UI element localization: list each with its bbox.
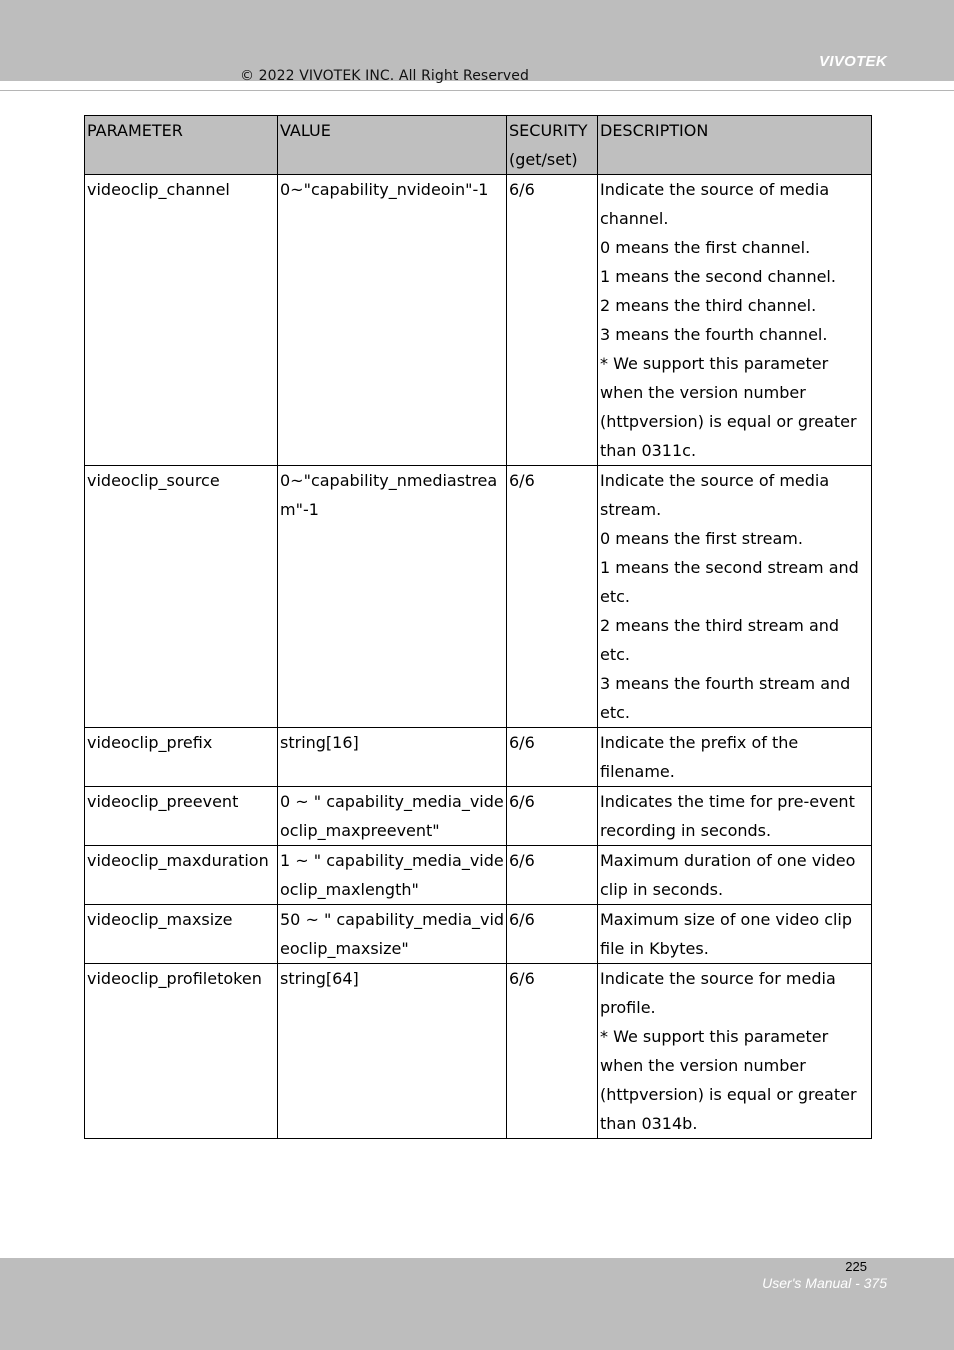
security-cell: 6/6 bbox=[507, 964, 598, 1139]
column-header-value: VALUE bbox=[278, 116, 507, 175]
description-line: 1 means the second channel. bbox=[600, 267, 836, 286]
column-header-description: DESCRIPTION bbox=[598, 116, 872, 175]
value-cell: string[16] bbox=[278, 728, 507, 787]
description-line: 0 means the first channel. bbox=[600, 238, 811, 257]
table-row bbox=[85, 964, 872, 1139]
security-cell: 6/6 bbox=[507, 846, 598, 905]
parameter-cell: videoclip_channel bbox=[85, 175, 278, 466]
description-cell bbox=[598, 175, 872, 466]
value-cell: string[64] bbox=[278, 964, 507, 1139]
description-line: Indicate the source of media stream. bbox=[600, 471, 830, 519]
description-cell bbox=[598, 466, 872, 728]
parameter-cell: videoclip_maxduration bbox=[85, 846, 278, 905]
header-divider bbox=[0, 90, 954, 91]
description-line: Indicate the prefix of the filename. bbox=[600, 733, 799, 781]
description-cell bbox=[598, 787, 872, 846]
description-line: 0 means the first stream. bbox=[600, 529, 803, 548]
value-cell: 0~"capability_nvideoin"-1 bbox=[278, 175, 507, 466]
description-line: 1 means the second stream and etc. bbox=[600, 558, 859, 606]
table-row bbox=[85, 728, 872, 787]
description-line: Indicate the source of media channel. bbox=[600, 180, 830, 228]
parameter-cell: videoclip_maxsize bbox=[85, 905, 278, 964]
description-line: * We support this parameter when the version number (httpversion) is equal or greater than 0311c. bbox=[600, 354, 857, 460]
security-cell: 6/6 bbox=[507, 728, 598, 787]
table-row bbox=[85, 175, 872, 466]
value-cell: 0~"capability_nmediastream"-1 bbox=[278, 466, 507, 728]
description-cell bbox=[598, 846, 872, 905]
parameter-cell: videoclip_source bbox=[85, 466, 278, 728]
value-cell: 1 ~ " capability_media_videoclip_maxlength" bbox=[278, 846, 507, 905]
table-row bbox=[85, 846, 872, 905]
brand-logo-text: VIVOTEK bbox=[819, 53, 887, 70]
table-row bbox=[85, 787, 872, 846]
parameter-cell: videoclip_prefix bbox=[85, 728, 278, 787]
security-cell: 6/6 bbox=[507, 787, 598, 846]
security-cell: 6/6 bbox=[507, 905, 598, 964]
manual-page-label: User's Manual - 375 bbox=[762, 1275, 887, 1291]
description-cell bbox=[598, 905, 872, 964]
description-line: 2 means the third stream and etc. bbox=[600, 616, 840, 664]
description-line: 2 means the third channel. bbox=[600, 296, 817, 315]
table-body bbox=[85, 175, 872, 1139]
description-line: Maximum size of one video clip file in Kbytes. bbox=[600, 910, 853, 958]
description-line: Indicates the time for pre-event recording in seconds. bbox=[600, 792, 855, 840]
description-cell bbox=[598, 964, 872, 1139]
column-header-parameter: PARAMETER bbox=[85, 116, 278, 175]
value-cell: 50 ~ " capability_media_videoclip_maxsize" bbox=[278, 905, 507, 964]
description-cell bbox=[598, 728, 872, 787]
security-cell: 6/6 bbox=[507, 175, 598, 466]
parameter-table bbox=[84, 115, 872, 1139]
table-row bbox=[85, 466, 872, 728]
security-cell: 6/6 bbox=[507, 466, 598, 728]
description-line: 3 means the fourth stream and etc. bbox=[600, 674, 851, 722]
parameter-cell: videoclip_preevent bbox=[85, 787, 278, 846]
value-cell: 0 ~ " capability_media_videoclip_maxpreevent" bbox=[278, 787, 507, 846]
table-header-row bbox=[85, 116, 872, 175]
description-line: * We support this parameter when the version number (httpversion) is equal or greater than 0314b. bbox=[600, 1027, 857, 1133]
description-line: Indicate the source for media profile. bbox=[600, 969, 836, 1017]
description-line: 3 means the fourth channel. bbox=[600, 325, 828, 344]
parameter-cell: videoclip_profiletoken bbox=[85, 964, 278, 1139]
page-number: 225 bbox=[845, 1259, 867, 1274]
description-line: Maximum duration of one video clip in seconds. bbox=[600, 851, 856, 899]
table-row bbox=[85, 905, 872, 964]
column-header-security: SECURITY (get/set) bbox=[507, 116, 598, 175]
copyright-notice: © 2022 VIVOTEK INC. All Right Reserved bbox=[240, 68, 529, 84]
footer-band bbox=[0, 1258, 954, 1350]
